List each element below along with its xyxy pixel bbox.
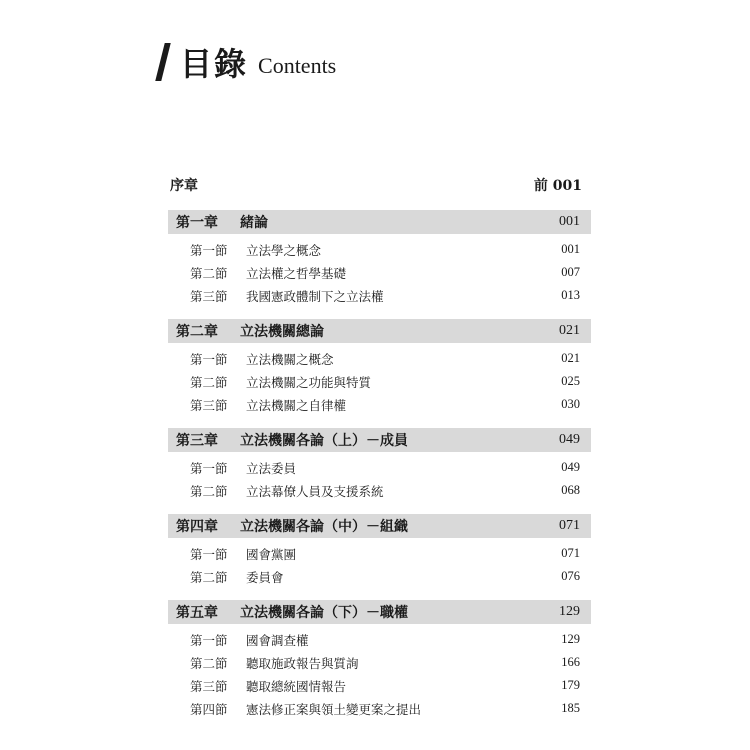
section-page: 013 [561, 288, 580, 302]
chapter-row[interactable] [168, 210, 591, 234]
section-label [190, 654, 359, 672]
section-row[interactable] [168, 261, 591, 284]
chapter-page: 129 [559, 604, 580, 619]
section-number: 第一節 [190, 460, 228, 476]
section-number: 第三節 [190, 288, 228, 304]
chapter-title: 立法機關各論（上）－成員 [240, 433, 408, 449]
section-number: 第三節 [190, 678, 228, 694]
preface-page: 前 001 [533, 178, 582, 194]
section-row[interactable] [168, 697, 591, 720]
section-row[interactable] [168, 628, 591, 651]
chapter-title: 立法機關各論（下）－職權 [240, 605, 408, 621]
section-page: 068 [561, 483, 580, 497]
section-label [190, 568, 284, 586]
section-list [168, 624, 591, 722]
preface-label: 序章 [170, 178, 198, 194]
section-title: 立法機關之功能與特質 [246, 374, 372, 390]
section-list [168, 538, 591, 590]
chapter-title: 立法機關總論 [240, 324, 324, 340]
section-label [190, 396, 346, 414]
chapter-title: 立法機關各論（中）－組織 [240, 519, 408, 535]
section-title: 立法機關之自律權 [246, 397, 347, 413]
chapter-number: 第三章 [176, 433, 218, 449]
section-page: 185 [561, 701, 580, 715]
section-label [190, 677, 346, 695]
section-label [190, 287, 384, 305]
section-title: 立法學之概念 [246, 242, 322, 258]
title-english: Contents [258, 53, 337, 78]
chapter-label [176, 430, 408, 450]
section-title: 委員會 [246, 569, 284, 585]
section-number: 第一節 [190, 351, 228, 367]
section-list [168, 452, 591, 504]
section-page: 025 [561, 374, 580, 388]
section-label [190, 700, 421, 718]
chapter-page: 049 [559, 432, 580, 447]
chapter-number: 第一章 [176, 215, 218, 231]
section-label [190, 482, 384, 500]
section-number: 第一節 [190, 242, 228, 258]
section-title: 國會調查權 [246, 632, 309, 648]
section-number: 第二節 [190, 483, 228, 499]
section-title: 聽取施政報告與質詢 [246, 655, 359, 671]
section-row[interactable] [168, 542, 591, 565]
section-row[interactable] [168, 479, 591, 502]
section-row[interactable] [168, 284, 591, 307]
section-page: 071 [561, 546, 580, 560]
section-number: 第一節 [190, 632, 228, 648]
chapter-row[interactable] [168, 600, 591, 624]
section-row[interactable] [168, 393, 591, 416]
section-row[interactable] [168, 651, 591, 674]
chapter-page: 071 [559, 518, 580, 533]
section-page: 166 [561, 655, 580, 669]
section-title: 立法委員 [246, 460, 297, 476]
section-row[interactable] [168, 456, 591, 479]
chapter-label [176, 516, 408, 536]
section-page: 001 [561, 242, 580, 256]
section-page: 021 [561, 351, 580, 365]
table-of-contents [168, 170, 591, 722]
section-list [168, 234, 591, 309]
section-page: 049 [561, 460, 580, 474]
page-title [160, 40, 336, 84]
section-row[interactable] [168, 370, 591, 393]
section-title: 國會黨團 [246, 546, 297, 562]
section-list [168, 343, 591, 418]
section-page: 076 [561, 569, 580, 583]
section-title: 立法權之哲學基礎 [246, 265, 347, 281]
section-number: 第四節 [190, 701, 228, 717]
chapter-page: 021 [559, 323, 580, 338]
section-number: 第一節 [190, 546, 228, 562]
section-label [190, 459, 296, 477]
section-page: 129 [561, 632, 580, 646]
chapter-number: 第四章 [176, 519, 218, 535]
section-number: 第二節 [190, 569, 228, 585]
section-page: 030 [561, 397, 580, 411]
chapter-page: 001 [559, 214, 580, 229]
section-label [190, 264, 346, 282]
title-slash-mark [155, 43, 170, 81]
section-title: 聽取總統國情報告 [246, 678, 347, 694]
section-row[interactable] [168, 565, 591, 588]
chapter-row[interactable] [168, 428, 591, 452]
section-label [190, 241, 321, 259]
section-title: 我國憲政體制下之立法權 [246, 288, 384, 304]
chapter-row[interactable] [168, 514, 591, 538]
section-row[interactable] [168, 347, 591, 370]
section-label [190, 545, 296, 563]
section-row[interactable] [168, 674, 591, 697]
chapter-row[interactable] [168, 319, 591, 343]
section-label [190, 373, 371, 391]
chapter-number: 第五章 [176, 605, 218, 621]
section-number: 第二節 [190, 374, 228, 390]
chapter-label [176, 602, 408, 622]
chapter-number: 第二章 [176, 324, 218, 340]
chapter-label [176, 321, 324, 341]
section-number: 第三節 [190, 397, 228, 413]
section-number: 第二節 [190, 655, 228, 671]
section-page: 007 [561, 265, 580, 279]
preface-row[interactable] [168, 170, 591, 200]
title-chinese: 目錄 [180, 45, 249, 83]
section-title: 立法幕僚人員及支援系統 [246, 483, 384, 499]
chapter-label [176, 212, 268, 232]
section-title: 立法機關之概念 [246, 351, 334, 367]
section-label [190, 350, 334, 368]
section-label [190, 631, 309, 649]
section-row[interactable] [168, 238, 591, 261]
chapter-title: 緒論 [240, 215, 268, 231]
section-number: 第二節 [190, 265, 228, 281]
section-page: 179 [561, 678, 580, 692]
section-title: 憲法修正案與領土變更案之提出 [246, 701, 422, 717]
